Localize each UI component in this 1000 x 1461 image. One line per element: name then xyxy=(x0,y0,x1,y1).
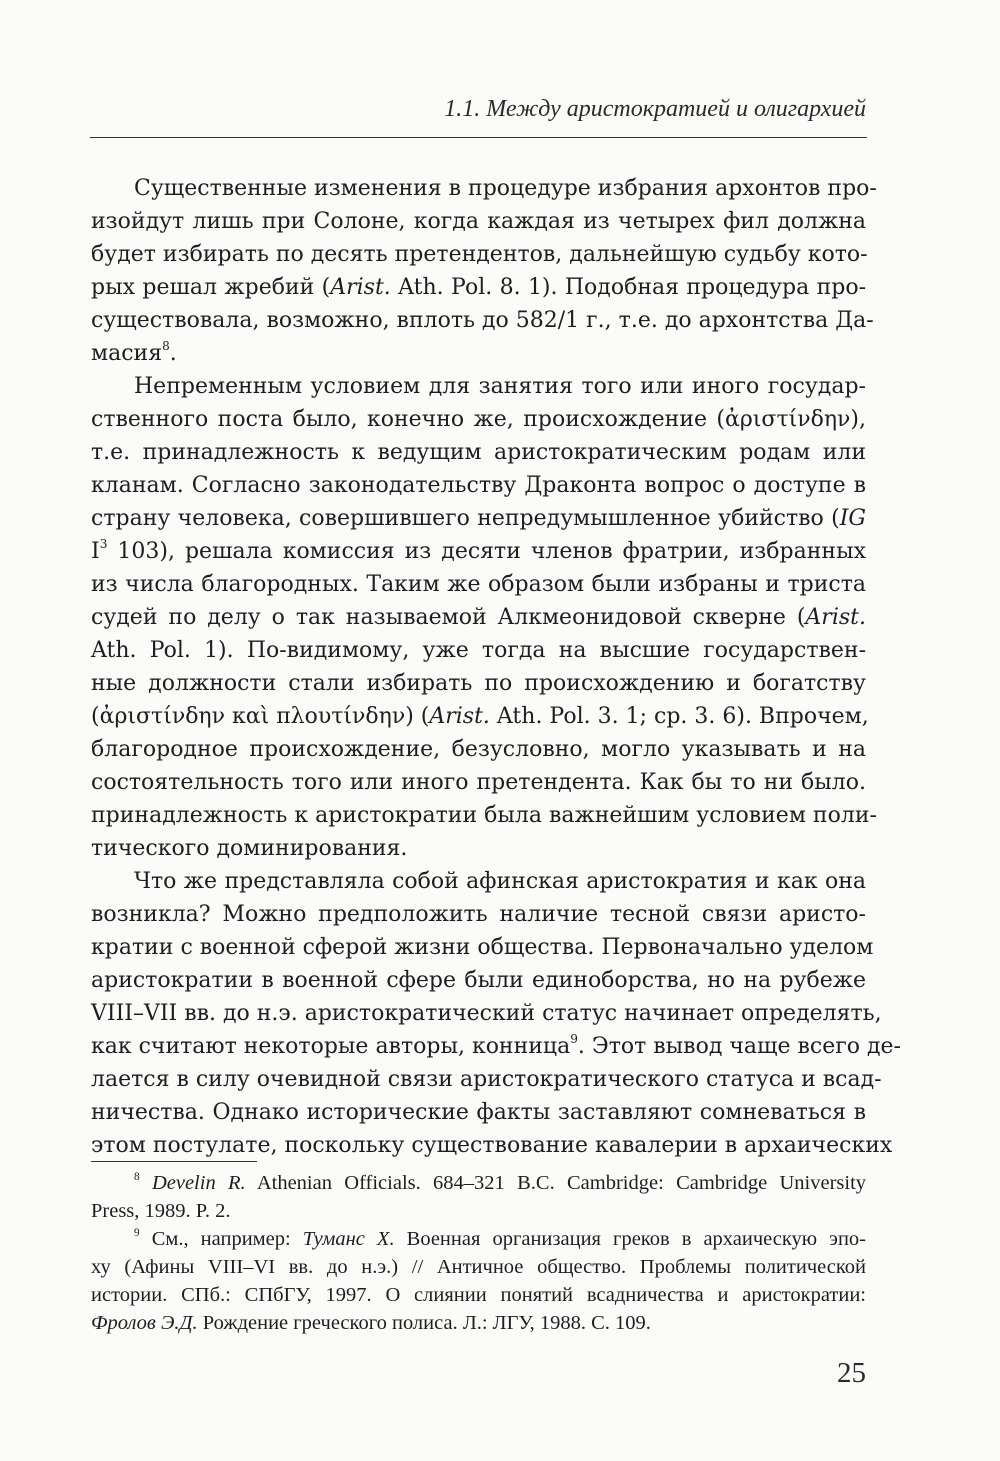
body-line: т.е. принадлежность к ведущим аристократическим родам или xyxy=(91,440,866,465)
footnote-9-line: $^9$ См., например: Туманс Х. Военная организация греков в архаическую эпо- xyxy=(134,1227,867,1250)
header-rule xyxy=(90,137,867,138)
body-line: Ath. Pol. 1). По-видимому, уже тогда на высшие государствен- xyxy=(91,638,866,663)
body-line: VIII–VII вв. до н.э. аристократический статус начинает определять, xyxy=(91,1001,882,1026)
footnote-8-line: Press, 1989. P. 2. xyxy=(91,1200,231,1222)
body-line: Что же представляла собой афинская аристократия и как она xyxy=(134,869,866,894)
body-line: существовала, возможно, вплоть до 582/1 г., т.е. до архонтства Да- xyxy=(91,308,874,333)
body-line: как считают некоторые авторы, конница$^9$. Этот вывод чаще всего де- xyxy=(91,1032,901,1059)
body-line: ничества. Однако исторические факты заставляют сомневаться в xyxy=(91,1100,866,1125)
body-line: возникла? Можно предположить наличие тесной связи аристо- xyxy=(91,902,866,927)
body-line: будет избирать по десять претендентов, дальнейшую судьбу кото- xyxy=(91,242,868,267)
footnote-rule xyxy=(91,1161,257,1162)
body-line: кланам. Согласно законодательству Драконта вопрос о доступе в xyxy=(91,473,866,498)
body-line: аристократии в военной сфере были единоборства, но на рубеже xyxy=(91,968,866,993)
body-line: страну человека, совершившего непредумышленное убийство (IG xyxy=(91,506,866,531)
body-line: Существенные изменения в процедуре избрания архонтов про- xyxy=(134,176,877,201)
body-line: ные должности стали избирать по происхождению и богатству xyxy=(91,671,866,696)
running-header: 1.1. Между аристократией и олигархией xyxy=(444,96,866,122)
body-line: Непременным условием для занятия того или иного государ- xyxy=(134,374,866,399)
body-line: принадлежность к аристократии была важнейшим условием поли- xyxy=(91,803,877,828)
body-line: благородное происхождение, безусловно, могло указывать и на xyxy=(91,737,866,762)
body-line: лается в силу очевидной связи аристократического статуса и всад- xyxy=(91,1067,882,1092)
body-line: судей по делу о так называемой Алкмеонидовой скверне (Arist. xyxy=(91,605,866,630)
body-line: кратии с военной сферой жизни общества. Первоначально уделом xyxy=(91,935,874,960)
footnote-9-line: истории. СПб.: СПбГУ, 1997. О слиянии понятий всадничества и аристократии: xyxy=(91,1284,866,1306)
body-line: рых решал жребий (Arist. Ath. Pol. 8. 1). Подобная процедура про- xyxy=(91,275,866,300)
body-line: из числа благородных. Таким же образом были избраны и триста xyxy=(91,572,866,597)
body-line: изойдут лишь при Солоне, когда каждая из четырех фил должна xyxy=(91,209,866,234)
body-line: (ἀριστίνδην καὶ πλουτίνδην) (Arist. Ath. Pol. 3. 1; ср. 3. 6). Впрочем, xyxy=(91,704,869,729)
body-line: тического доминирования. xyxy=(91,836,408,861)
body-line: $I^3$ 103), решала комиссия из десяти членов фратрии, избранных xyxy=(91,537,866,564)
body-line: этом постулате, поскольку существование кавалерии в архаических xyxy=(91,1133,893,1158)
page-number: 25 xyxy=(837,1357,866,1389)
footnote-9-line: Фролов Э.Д. Рождение греческого полиса. Л.: ЛГУ, 1988. С. 109. xyxy=(91,1312,651,1334)
body-line: масия$^8$. xyxy=(91,339,177,366)
body-line: состоятельность того или иного претендента. Как бы то ни было. xyxy=(91,770,866,795)
footnote-8-line: $^8$ Develin R. Athenian Officials. 684–321 B.C. Cambridge: Cambridge University xyxy=(134,1171,867,1194)
body-line: ственного поста было, конечно же, происхождение (ἀριστίνδην), xyxy=(91,407,866,432)
footnote-9-line: ху (Афины VIII–VI вв. до н.э.) // Античное общество. Проблемы политической xyxy=(91,1256,866,1278)
